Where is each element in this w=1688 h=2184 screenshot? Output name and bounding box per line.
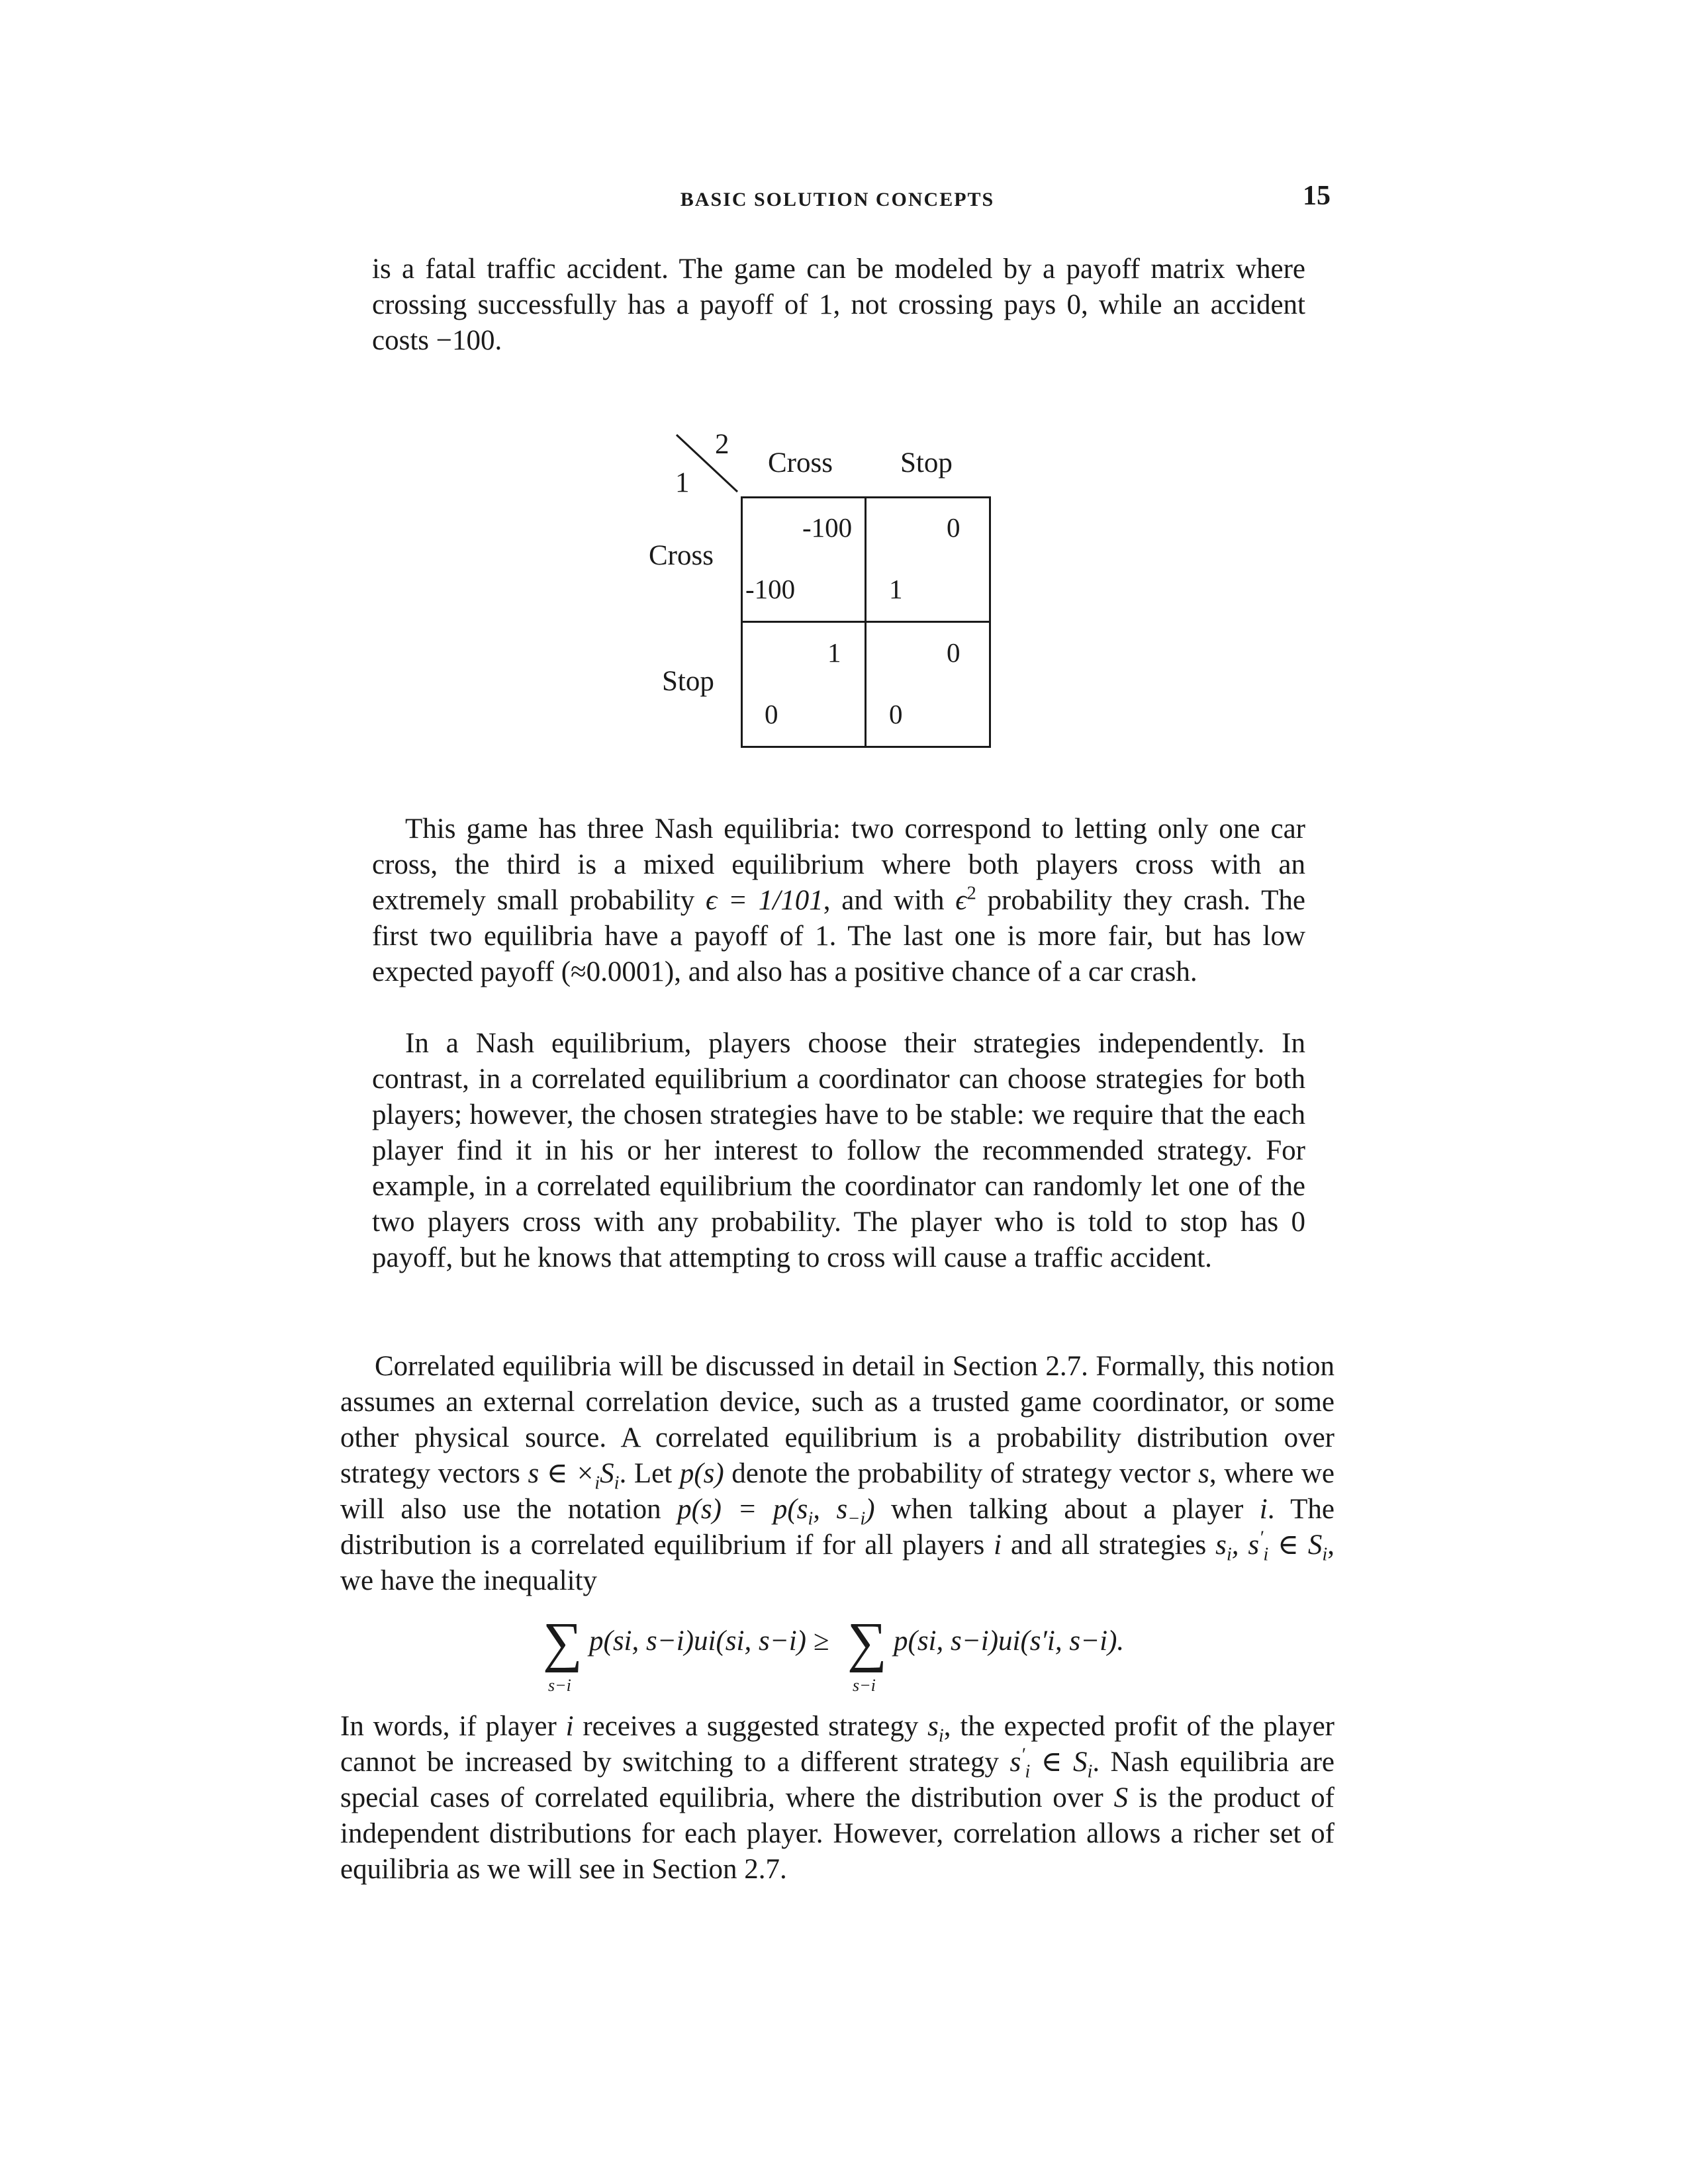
inequality-rhs: p(si, s−i)ui(s′i, s−i). (894, 1625, 1125, 1657)
row-label-cross: Cross (649, 540, 714, 571)
matrix-border-right (989, 496, 991, 748)
cell-cross-cross-col-payoff: -100 (802, 512, 853, 543)
row-label-stop: Stop (662, 666, 714, 697)
cell-stop-stop-col-payoff: 0 (947, 637, 961, 668)
sum-index-right: s−i (853, 1676, 876, 1695)
cell-stop-cross-row-payoff: 0 (765, 699, 778, 729)
paragraph-in-words: In words, if player i receives a suggested strategy $s_i$, the expected profit of the player cannot be increased by switching to a different strategy $s'_i$ ∈ $S_i$. Nash equilibria are special cases of correlated equilibria, where the distribution over S is the product of independent distributions for each player. However, correlation allows a richer set of equilibria as we will see in Section 2.7. (340, 1711, 1335, 1885)
cell-stop-stop-row-payoff: 0 (889, 699, 903, 729)
cell-cross-cross-row-payoff: -100 (745, 574, 796, 604)
sum-symbol-right: ∑ (847, 1612, 887, 1673)
column-label-stop: Stop (900, 447, 953, 478)
cell-cross-stop-col-payoff: 0 (947, 512, 961, 543)
paragraph-nash-equilibria: This game has three Nash equilibria: two correspond to letting only one car cross, the third is a mixed equilibrium where both players cross with an extremely small probability ϵ = 1/101, and with $\epsilon^2$ probability they crash. The first two equilibria have a payoff of 1. The last one is more fair, but has low expected payoff (≈0.0001), and also has a positive chance of a car crash. (372, 813, 1305, 987)
column-player-label: 2 (715, 429, 729, 460)
paragraph-intro: is a fatal traffic accident. The game can be modeled by a payoff matrix where crossing successfully has a payoff of 1, not crossing pays 0, while an accident costs −100. (372, 253, 1305, 356)
page-number: 15 (1303, 181, 1331, 211)
row-player-label: 1 (675, 467, 690, 498)
correlated-equilibrium-inequality (543, 1612, 1205, 1695)
sum-symbol-left: ∑ (543, 1612, 583, 1673)
paragraph-correlated-definition: Correlated equilibria will be discussed in detail in Section 2.7. Formally, this notion assumes an external correlation device, such as a trusted game coordinator, or some other physical source. A correlated equilibrium is a probability distribution over strategy vectors s ∈ $\times_iS_i$. Let p(s) denote the probability of strategy vector s, where we will also use the notation $p(s) = p(s_i$, $s_{-i}$) when talking about a player i. The distribution is a correlated equilibrium if for all players i and all strategies $s_i$, $s'_i$ ∈ $S_i$, we have the inequality (340, 1351, 1335, 1596)
column-label-cross: Cross (768, 447, 833, 478)
cell-stop-cross-col-payoff: 1 (827, 637, 841, 668)
inequality-lhs: p(si, s−i)ui(si, s−i) ≥ (589, 1625, 829, 1657)
running-header: BASIC SOLUTION CONCEPTS (680, 189, 995, 210)
cell-cross-stop-row-payoff: 1 (889, 574, 903, 604)
sum-index-left: s−i (548, 1676, 571, 1695)
matrix-border-center (865, 496, 867, 748)
paragraph-correlated-contrast: In a Nash equilibrium, players choose their strategies independently. In contrast, in a correlated equilibrium a coordinator can choose strategies for both players; however, the chosen strategies have to be stable: we require that the each player find it in his or her interest to follow the recommended strategy. For example, in a correlated equilibrium the coordinator can randomly let one of the two players cross with any probability. The player who is told to stop has 0 payoff, but he knows that attempting to cross will cause a traffic accident. (372, 1028, 1305, 1273)
matrix-border-left (741, 496, 743, 748)
